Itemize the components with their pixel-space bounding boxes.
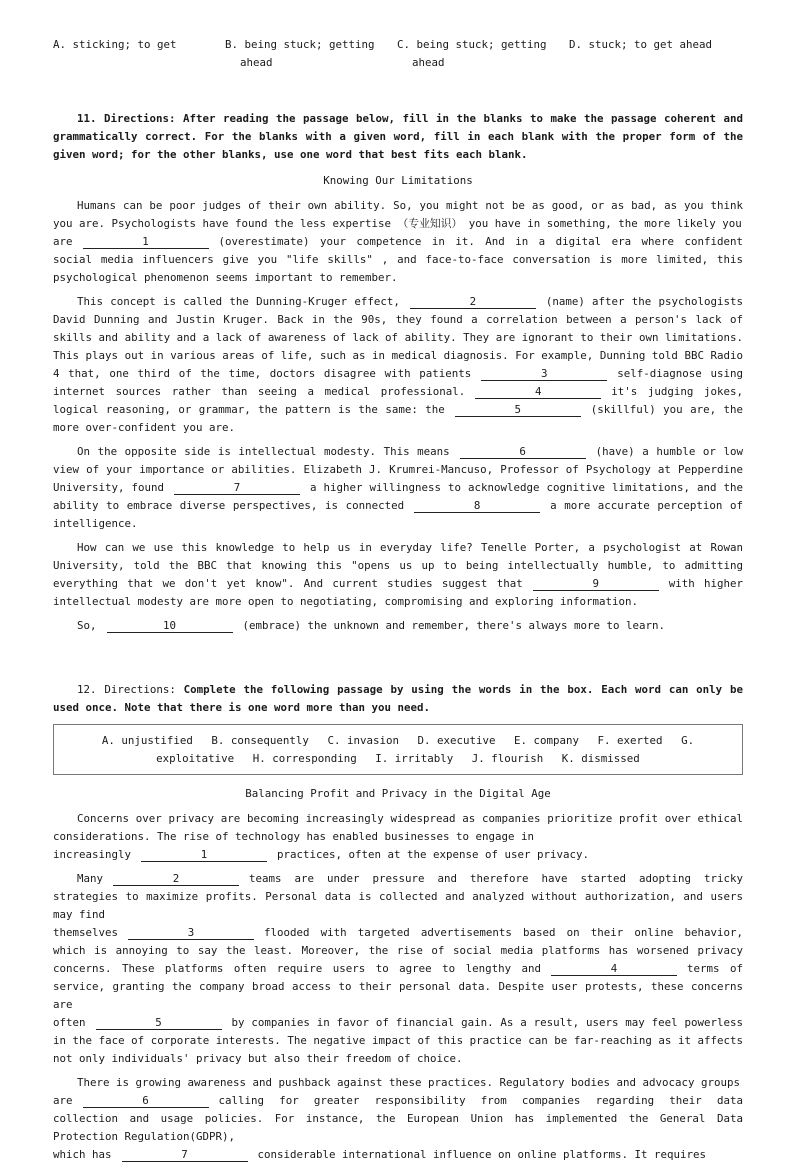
q11-paragraph-1: Humans can be poor judges of their own ability. So, you might not be as good, or as bad, as you think you are. Psychologists have found the less expertise （专业知识） you have in something, the more likely you are 1 (overestimate) your competence in it. And in a digital era where confident social media influencers give you "life skills" , and face-to-face conversation is more limited, this psychological phenomenon seems important to remember. [53,199,743,284]
q12-blank-6[interactable]: 6 [83,1094,209,1108]
q12-paragraph-3: There is growing awareness and pushback against these practices. Regulatory bodies and advocacy groups are 6 calling for greater responsibility from companies regarding their data collection and usage policies. For instance, the European Union has implemented the General Data Protection Regulation(GDPR), which has 7 considerable international influence on online platforms. It requires [53,1076,743,1161]
word-box [53,724,743,775]
q12-blank-2[interactable]: 2 [113,872,239,886]
word-option: A. unjustified [101,734,193,747]
q11-paragraph-4: How can we use this knowledge to help us in everyday life? Tenelle Porter, a psychologist at Rowan University, told the BBC that knowing this "opens us up to being intellectually humble, to admitting everything that we don't yet know". And current studies suggest that 9 with higher intellectual modesty are more open to negotiating, compromising and exploring information. [53,541,743,608]
q11-blank-10[interactable]: 10 [107,619,233,633]
q11-blank-7[interactable]: 7 [174,481,300,495]
q11-directions: 11. Directions: After reading the passage below, fill in the blanks to make the passage coherent and grammatically correct. For the blanks with a given word, fill in each blank with the proper form of the given word; for the other blanks, use one word that best fits each blank. [53,112,743,161]
q12-paragraph-1: Concerns over privacy are becoming increasingly widespread as companies prioritize profit over ethical considerations. The rise of technology has enabled businesses to engage in increasingly 1 practices, often at the expense of user privacy. [53,812,743,861]
worksheet-page [53,36,743,1170]
word-option: D. executive [417,734,496,747]
q12-blank-4[interactable]: 4 [551,962,677,976]
option-d[interactable]: D. stuck; to get ahead [569,38,713,51]
word-box-line-1 [64,732,732,750]
q11-blank-9[interactable]: 9 [533,577,659,591]
option-b[interactable]: B. being stuck; getting ahead [225,38,375,69]
option-a[interactable]: A. sticking; to get [53,38,177,51]
q11-paragraph-5: So, 10 (embrace) the unknown and remember, there's always more to learn. [77,619,666,632]
q12-blank-7[interactable]: 7 [122,1148,248,1162]
q11-passage-title: Knowing Our Limitations [323,174,473,187]
q12-directions: 12. Directions: Complete the following passage by using the words in the box. Each word can only be used once. Note that there is one word more than you need. [53,683,743,714]
word-option: K. dismissed [561,752,640,765]
q11-blank-3[interactable]: 3 [481,367,607,381]
word-option: E. company [514,734,580,747]
word-option: J. flourish [471,752,544,765]
word-option: G. [681,734,695,747]
q11-paragraph-2: This concept is called the Dunning-Kruger effect, 2 (name) after the psychologists David Dunning and Justin Kruger. Back in the 90s, they found a correlation between a person's lack of skills and ability and a lack of awareness of lack of ability. They are ignorant to their own limitations. This plays out in various areas of life, such as in medical diagnosis. For example, Dunning told BBC Radio 4 that, one third of the time, doctors disagree with patients 3 self-diagnose using internet sources rather than seeing a medical professional. 4 it's judging jokes, logical reasoning, or grammar, the pattern is the same: the 5 (skillful) you are, the more over-confident you are. [53,295,743,434]
q11-blank-2[interactable]: 2 [410,295,536,309]
word-option: I. irritably [375,752,454,765]
q12-passage-title: Balancing Profit and Privacy in the Digital Age [245,787,551,800]
word-option: F. exerted [597,734,663,747]
word-box-line-2 [64,750,732,768]
q11-blank-4[interactable]: 4 [475,385,601,399]
q12-blank-5[interactable]: 5 [96,1016,222,1030]
option-c[interactable]: C. being stuck; getting ahead [397,38,547,69]
q12-blank-3[interactable]: 3 [128,926,254,940]
word-option: B. consequently [211,734,309,747]
q11-blank-1[interactable]: 1 [83,235,209,249]
word-option: C. invasion [327,734,399,747]
q11-blank-6[interactable]: 6 [460,445,586,459]
q11-blank-8[interactable]: 8 [414,499,540,513]
word-option: exploitative [156,752,235,765]
q11-blank-5[interactable]: 5 [455,403,581,417]
previous-question-options [53,36,743,72]
word-option: H. corresponding [252,752,357,765]
q11-paragraph-3: On the opposite side is intellectual modesty. This means 6 (have) a humble or low view of your importance or abilities. Elizabeth J. Krumrei-Mancuso, Professor of Psychology at Pepperdine University, found 7 a higher willingness to acknowledge cognitive limitations, and the ability to embrace diverse perspectives, is connected 8 a more accurate perception of intelligence. [53,445,744,530]
q12-paragraph-2: Many 2 teams are under pressure and therefore have started adopting tricky strategies to maximize profits. Personal data is collected and analyzed without authorization, and users may find themselves 3 flooded with targeted advertisements based on their online behavior, which is annoying to say the least. Moreover, the rise of social media platforms has worsened privacy concerns. These platforms often require users to agree to lengthy and 4 terms of service, granting the company broad access to their personal data. Despite user protests, these concerns are often 5 by companies in favor of financial gain. As a result, users may feel powerless in the face of corporate interests. The negative impact of this practice can be far-reaching as it affects not only individuals' privacy but also their freedom of choice. [53,872,743,1065]
q12-blank-1[interactable]: 1 [141,848,267,862]
